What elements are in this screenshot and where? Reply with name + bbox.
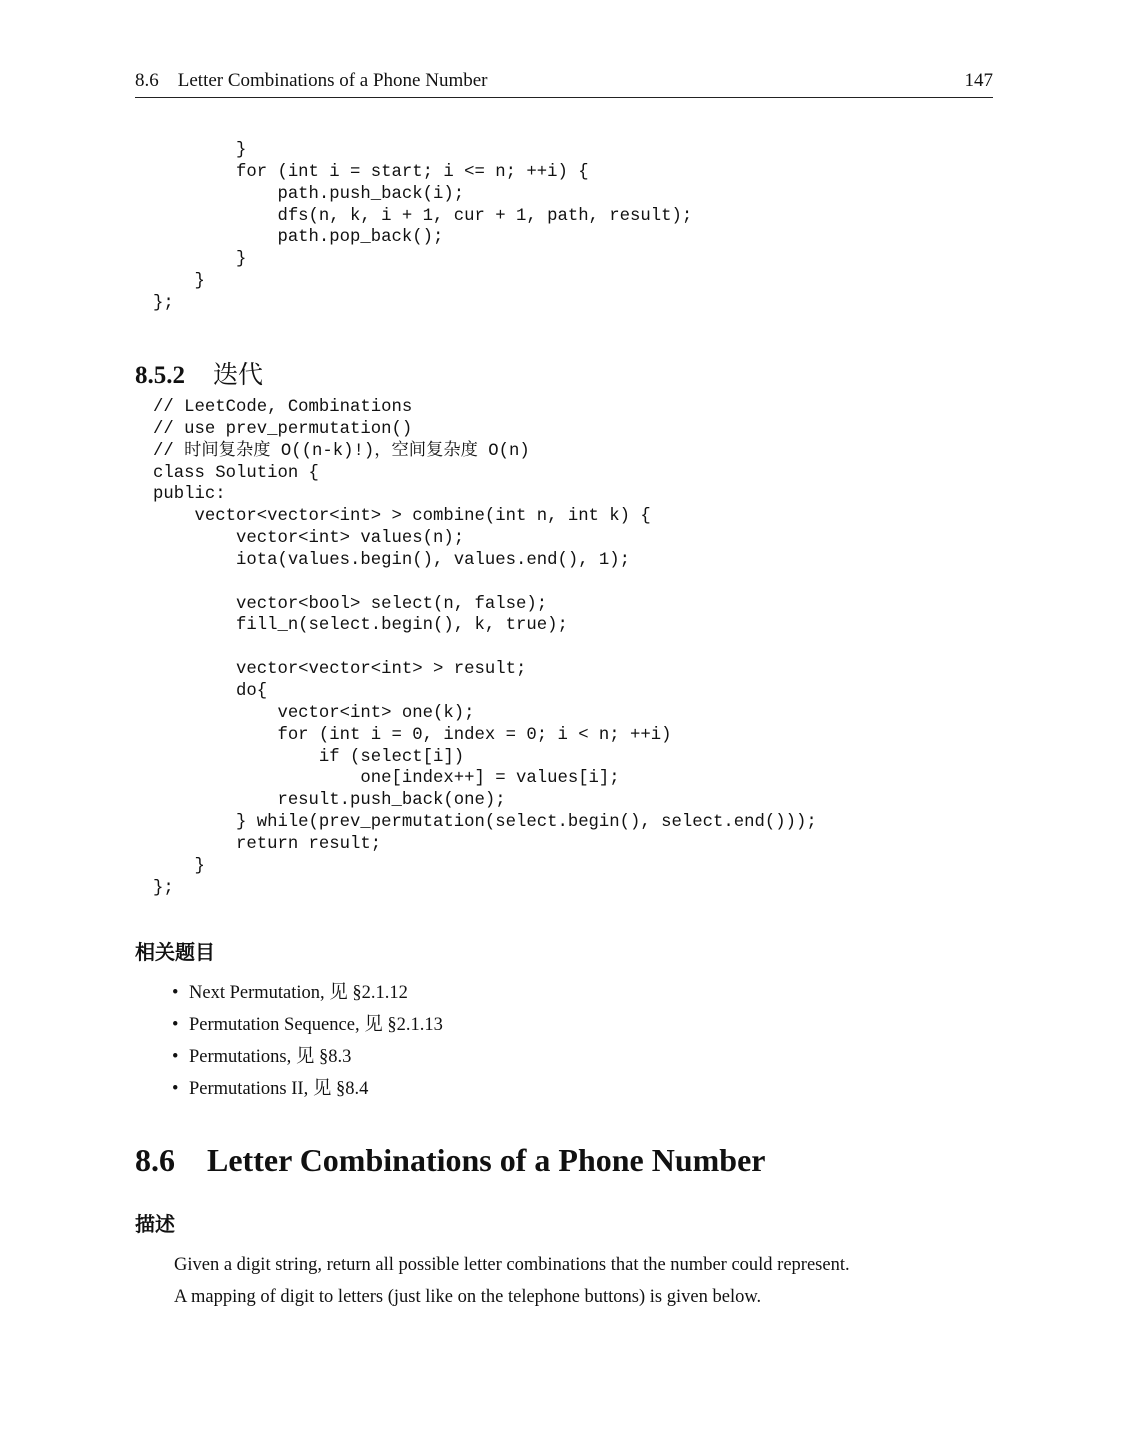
related-problem-item: • Next Permutation, 见 §2.1.12	[172, 977, 443, 1009]
code-line: for (int i = 0, index = 0; i < n; ++i)	[153, 725, 672, 745]
code-line: // LeetCode, Combinations	[153, 398, 413, 417]
header-section-title: 8.6 Letter Combinations of a Phone Number	[135, 70, 488, 91]
code-line: result.push_back(one);	[153, 791, 506, 811]
code-line: }	[153, 250, 247, 270]
section-number: 8.5.2	[135, 362, 185, 389]
code-line: }	[153, 141, 247, 160]
code-line: for (int i = start; i <= n; ++i) {	[153, 162, 589, 182]
code-line: vector<vector<int> > result;	[153, 660, 527, 680]
related-problems-heading: 相关题目	[135, 940, 215, 964]
code-line: class Solution {	[153, 463, 319, 483]
code-line	[153, 572, 817, 594]
section-number: 8.6	[135, 1142, 175, 1178]
code-line: path.push_back(i);	[153, 184, 465, 204]
description-text	[174, 1249, 850, 1313]
section-title: Letter Combinations of a Phone Number	[207, 1142, 766, 1178]
running-header	[135, 70, 993, 98]
code-line: public:	[153, 485, 226, 505]
code-line: vector<vector<int> > combine(int n, int k) {	[153, 507, 651, 527]
related-problem-item: • Permutation Sequence, 见 §2.1.13	[172, 1009, 443, 1041]
code-line: if (select[i])	[153, 747, 465, 767]
code-line: return result;	[153, 834, 382, 854]
related-problems-list	[172, 977, 443, 1105]
description-line: A mapping of digit to letters (just like on the telephone buttons) is given below.	[174, 1287, 762, 1307]
code-line: fill_n(select.begin(), k, true);	[153, 616, 568, 636]
code-block-recursive-end	[153, 140, 692, 315]
related-problem-item: • Permutations, 见 §8.3	[172, 1041, 443, 1073]
code-line: // use prev_permutation()	[153, 419, 413, 439]
code-block-iterative	[153, 397, 817, 899]
code-line: vector<bool> select(n, false);	[153, 594, 548, 614]
code-line: }	[153, 856, 205, 876]
code-line: dfs(n, k, i + 1, cur + 1, path, result);	[153, 206, 693, 226]
description-heading: 描述	[135, 1212, 175, 1236]
code-line: } while(prev_permutation(select.begin(), select.end()));	[153, 813, 817, 833]
section-title: 迭代	[213, 360, 264, 389]
code-line: vector<int> values(n);	[153, 529, 465, 549]
code-line: };	[153, 878, 174, 898]
code-line	[153, 637, 817, 659]
description-line: Given a digit string, return all possible letter combinations that the number could represent.	[174, 1255, 850, 1275]
related-problem-item: • Permutations II, 见 §8.4	[172, 1073, 443, 1105]
section-heading-8-6	[135, 1142, 766, 1179]
code-line: vector<int> one(k);	[153, 703, 475, 723]
code-line: one[index++] = values[i];	[153, 769, 620, 789]
page-number: 147	[964, 70, 993, 91]
section-heading-8-5-2	[135, 355, 263, 391]
code-line: path.pop_back();	[153, 228, 444, 248]
code-line: do{	[153, 681, 268, 701]
code-line: iota(values.begin(), values.end(), 1);	[153, 550, 631, 570]
code-line: }	[153, 272, 205, 292]
code-line: };	[153, 293, 174, 313]
code-line: // 时间复杂度 O((n-k)!)，空间复杂度 O(n)	[153, 441, 530, 461]
